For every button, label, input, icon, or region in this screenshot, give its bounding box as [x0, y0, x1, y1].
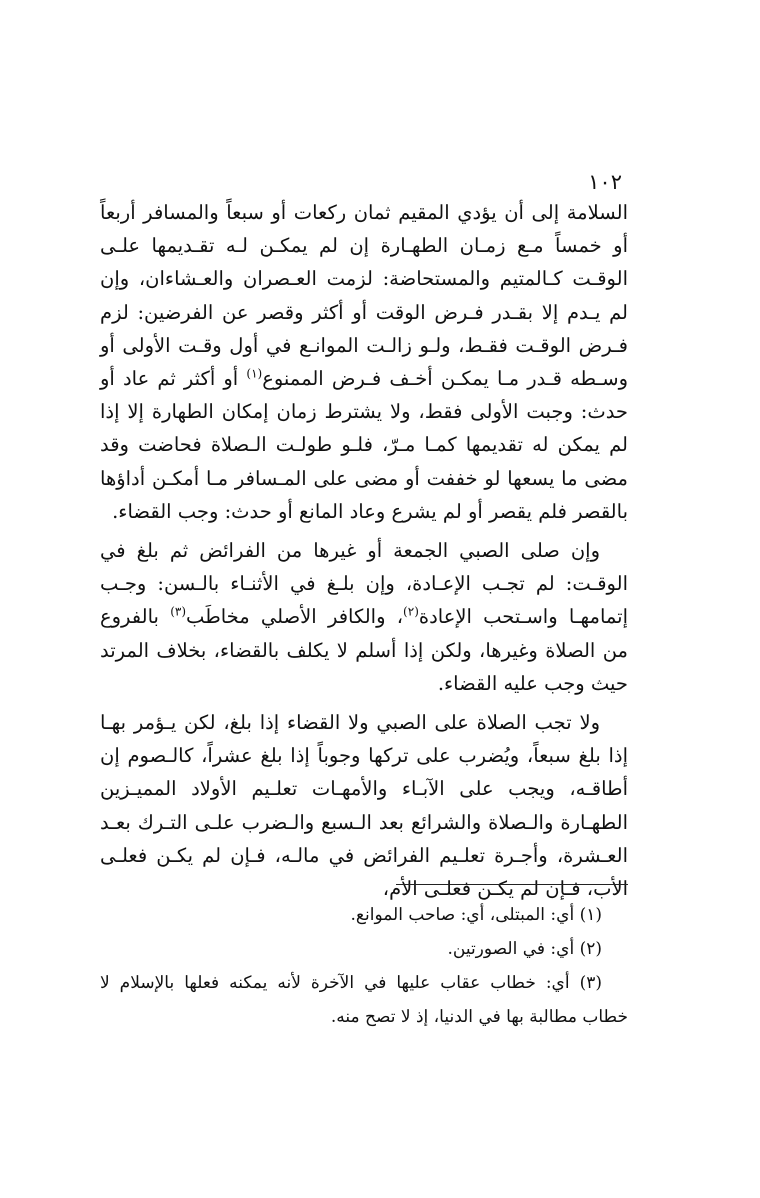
footnote-2: (٢) أي: في الصورتين.: [447, 939, 602, 959]
paragraph-3: [100, 706, 628, 905]
footnote-3: (٣) أي: خطاب عقاب عليها في الآخرة لأنه يمكنه فعلها بالإسلام لا خطاب مطالبة بها في الدنيا، إذ لا تصح منه.: [100, 973, 628, 1027]
footnote-divider: [396, 884, 628, 885]
footnote-1: (١) أي: المبتلى، أي: صاحب الموانع.: [350, 905, 602, 925]
paragraph-2-text-b: الإعادة: [418, 605, 472, 629]
paragraph-1-text-b: الممنوع: [262, 367, 324, 391]
paragraph-2-text-a: وإن صلى الصبي الجمعة أو غيرها من الفرائض ثم بلغ في الوقـت: لم تجـب الإعـادة، وإن بلـغ في الأثنـاء بالـسن: وجـب إتمامهـا واسـتحب: [100, 539, 629, 629]
main-text: [100, 196, 628, 911]
paragraph-3-text: ولا تجب الصلاة على الصبي ولا القضاء إذا بلغ، لكن يـؤمر بهـا إذا بلغ سبعاً، ويُضرب على تركها وجوباً إذا بلغ عشراً، كالـصوم إن أطاقـه، ويجب على الآبـاء والأمهـات تعلـيم الأولاد المميـزين الطهـارة والـصلاة والشرائع بعد الـسبع والـضرب علـى التـرك بعـد العـشرة، وأجـرة تعلـيم الفرائض في مالـه، فـإن لم يكـن فعلـى الأب، فـإن لم يكـن فعلـى الأم،: [100, 711, 628, 901]
footnote-ref-2: (٢): [403, 604, 419, 619]
footnote-ref-3: (٣): [170, 604, 187, 619]
paragraph-1-text-a: السلامة إلى أن يؤدي المقيم ثمان ركعات أو سبعاً والمسافر أربعاً أو خمساً مـع زمـان الطهـارة إن لم يمكـن لـه تقـديمها علـى الوقـت كـالمتيم والمستحاضة: لزمت العـصران والعـشاءان، وإن لم يـدم إلا بقـدر فـرض الوقت أو أكثر وقصر عن الفرضين: لزم فـرض الوقـت فقـط، ولـو زالـت الموانـع في أول وقـت الأولى أو وسـطه قـدر مـا يمكـن أخـف فـرض: [100, 201, 629, 391]
paragraph-1: [100, 196, 628, 528]
paragraph-2-text-c: ، والكافر الأصلي مخاطَب: [186, 605, 404, 629]
footnote-ref-1: (١): [246, 366, 263, 381]
page-number: ١٠٢: [588, 170, 622, 194]
paragraph-2-text-d: بالفروع من الصلاة وغيرها، ولكن إذا أسلم لا يكلف بالقضاء، بخلاف المرتد حيث وجب عليه القضاء.: [100, 605, 628, 695]
paragraph-1-text-c: أو أكثر ثم عاد أو حدث: وجبت الأولى فقط، ولا يشترط زمان إمكان الطهارة إلا إذا لم يمكن له تقديمها كمـا مـرّ، فلـو طولـت الـصلاة فحاضت وقد مضى ما يسعها لو خففت أو مضى على المـسافر مـا أمكـن أداؤها بالقصر فلم يقصر أو لم يشرع وعاد المانع أو حدث: وجب القضاء.: [100, 367, 628, 523]
footnotes: [100, 898, 628, 1034]
paragraph-2: [100, 534, 628, 700]
